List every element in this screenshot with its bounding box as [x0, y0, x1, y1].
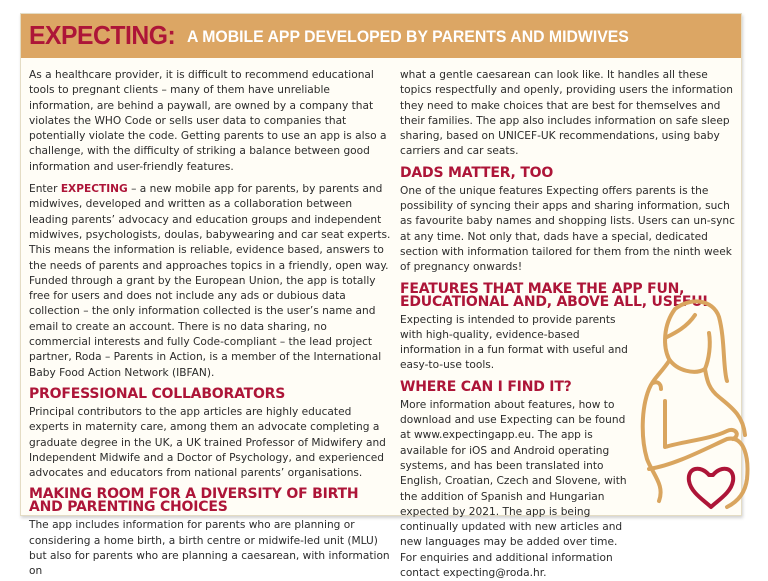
- brand-title: EXPECTING:: [29, 20, 176, 50]
- heading-dads-matter: DADS MATTER, TOO: [400, 164, 554, 181]
- intro-paragraph-1: As a healthcare provider, it is difficult to recommend educational tools to pregnant clients – many of them have unreliable information, are behind a paywall, are owned by a company that violates the WHO Code or sells user data to companies that potentially violate the code. Getting parents to use an app is also a challenge, with the difficulty of striking a balance between good information and user-friendly features.: [29, 69, 387, 173]
- heading-diversity-choices: MAKING ROOM FOR A DIVERSITY OF BIRTH AND PARENTING CHOICES: [29, 486, 359, 516]
- intro-paragraph-2: [29, 182, 391, 381]
- body-where-find: More information about features, how to download and use Expecting can be found at www.expectingapp.eu. The app is available for iOS and Android operating systems, and has been translated into English, Croatian, Czech and Slovene, with the addition of Spanish and Hungarian expected by 2021. The app is being continually updated with new articles and new languages may be added over time. For enquiries and additional information contact expecting@roda.hr.: [400, 398, 627, 580]
- article-subtitle: A MOBILE APP DEVELOPED BY PARENTS AND MIDWIVES: [187, 27, 629, 46]
- heading-features: FEATURES THAT MAKE THE APP FUN, EDUCATIONAL AND, ABOVE ALL, USEFUL: [400, 280, 712, 310]
- intro-rest: – a new mobile app for parents, by parents and midwives, developed and written as a collaboration between leading parents’ advocacy and education groups and independent midwives, psychologists, doulas, babywearing and car seat experts. This means the information is reliable, evidence based, answers to the needs of parents and approaches topics in a friendly, open way. Funded through a grant by the European Union, the app is totally free for users and does not include any ads or dubious data collection – the only information collected is the user’s name and email to create an account. There is no data sharing, no commercial interests and fully Code-compliant – the lead project partner, Roda – Parents in Action, is a member of the International Baby Food Action Network (IBFAN).: [29, 183, 391, 379]
- brand-inline: EXPECTING: [60, 183, 128, 196]
- heart-icon: [689, 469, 733, 507]
- pregnant-woman-heart-icon: [635, 289, 753, 519]
- body-professional-collaborators: Principal contributors to the app articles are highly educated experts in maternity care, among them an advocate completing a graduate degree in the UK, a UK trained Professor of Midwifery and Independent Midwife and a Doctor of Psychology, and experienced advocates and educators from national parents’ organisations.: [29, 405, 386, 480]
- body-diversity-choices-part2: what a gentle caesarean can look like. It handles all these topics respectfully and openly, providing users the information they need to make choices that are best for themselves and their families. The app also includes information on safe sleep sharing, based on UNICEF-UK recommendations, using baby carriers and car seats.: [400, 69, 733, 158]
- heading-professional-collaborators: PROFESSIONAL COLLABORATORS: [29, 385, 286, 402]
- body-features: Expecting is intended to provide parents with high-quality, evidence-based information in a fun format with useful and easy-to-use tools.: [400, 313, 628, 372]
- body-diversity-choices-part1: The app includes information for parents who are planning or considering a home birth, a birth centre or midwife-led unit (MLU) but also for parents who are planning a caesarean, with information on: [29, 519, 390, 578]
- body-dads-matter: One of the unique features Expecting offers parents is the possibility of syncing their apps and sharing information, such as favourite baby names and shopping lists. Users can un-sync at any time. Not only that, dads have a special, dedicated section with information tailored for them from the ninth week of pregnancy onwards!: [400, 184, 735, 274]
- intro-prefix: Enter: [29, 183, 61, 196]
- heading-where-find: WHERE CAN I FIND IT?: [400, 378, 572, 395]
- left-column: [29, 68, 391, 580]
- article-header: [21, 14, 741, 58]
- article-card: [20, 13, 742, 580]
